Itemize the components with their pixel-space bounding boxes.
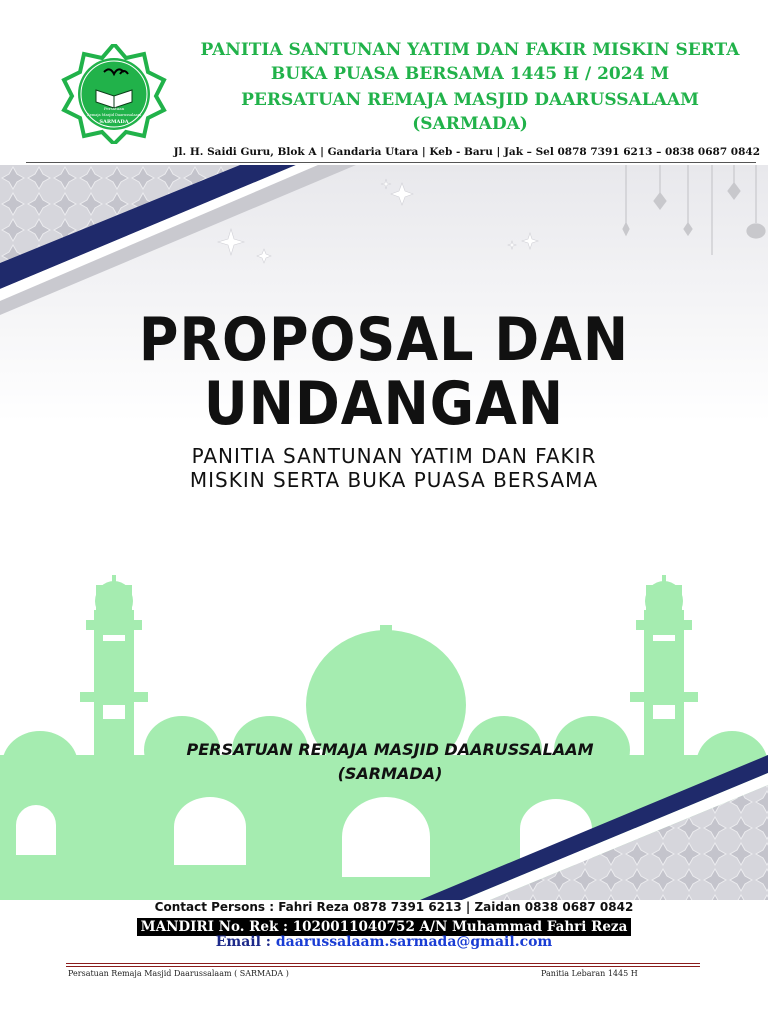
header-divider (26, 162, 756, 163)
cover-subtitle-line-1: PANITIA SANTUNAN YATIM DAN FAKIR (191, 444, 597, 468)
bank-row (0, 916, 768, 936)
logo-text-top: Persatuan (103, 106, 125, 111)
footer-left-text: Persatuan Remaja Masjid Daarussalaam ( SARMADA ) (68, 969, 289, 978)
email-row (0, 934, 768, 950)
email-label: Email : (215, 934, 276, 950)
bank-account: MANDIRI No. Rek : 1020011040752 A/N Muhammad Fahri Reza (137, 918, 632, 936)
header-line-2: BUKA PUASA BERSAMA 1445 H / 2024 M (270, 64, 670, 84)
cover-org-line-1: PERSATUAN REMAJA MASJID DAARUSSALAAM (186, 740, 594, 759)
cover-subtitle-line-2: MISKIN SERTA BUKA PUASA BERSAMA (189, 468, 599, 492)
header-line-3: PERSATUAN REMAJA MASJID DAARUSSALAAM (241, 90, 699, 110)
sarmada-logo (56, 44, 172, 144)
footer-right-text: Panitia Lebaran 1445 H (541, 969, 638, 978)
email-link[interactable]: daarussalaam.sarmada@gmail.com (275, 934, 553, 950)
cover-title-line-2: UNDANGAN (203, 368, 565, 439)
header-line-4: (SARMADA) (412, 114, 528, 134)
footer-rule-bottom (66, 966, 700, 967)
cover-title-line-1: PROPOSAL DAN (138, 304, 630, 375)
logo-text-mid: Remaja Masjid Daarussalaam (86, 113, 142, 117)
footer-rule-top (66, 963, 700, 964)
logo-text-bottom: SARMADA (99, 119, 129, 125)
cover-org-line-2: (SARMADA) (337, 764, 443, 783)
header-address: Jl. H. Saidi Guru, Blok A | Gandaria Utara | Keb - Baru | Jak – Sel 0878 7391 6213 – 0838 0687 0842 (173, 146, 760, 158)
contact-persons: Contact Persons : Fahri Reza 0878 7391 6213 | Zaidan 0838 0687 0842 (154, 900, 634, 914)
header-line-1: PANITIA SANTUNAN YATIM DAN FAKIR MISKIN SERTA (200, 40, 740, 60)
cover-banner (0, 165, 768, 900)
